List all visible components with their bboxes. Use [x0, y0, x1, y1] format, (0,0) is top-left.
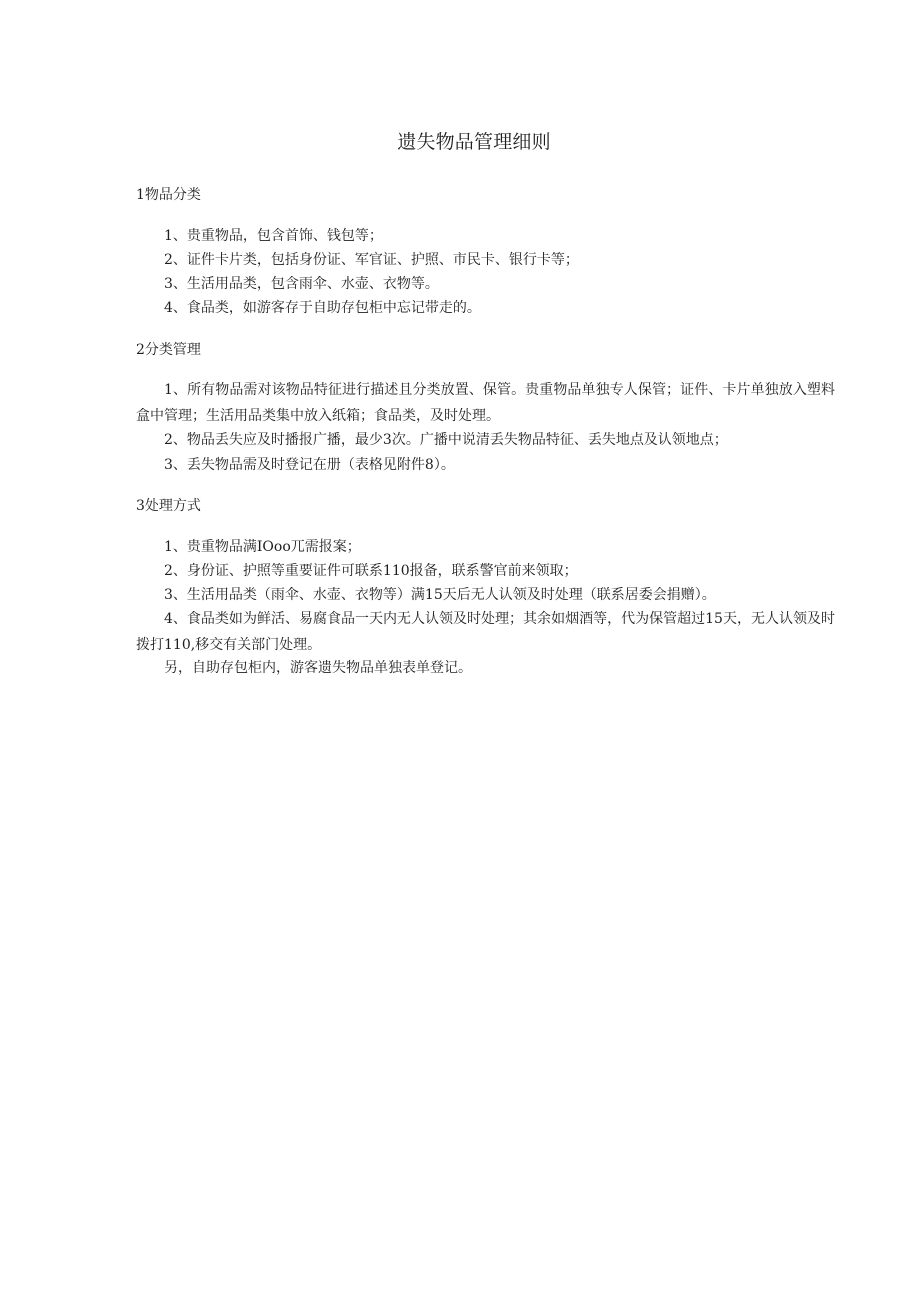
list-item: 3、生活用品类（雨伞、水壶、衣物等）满15天后无人认领及时处理（联系居委会捐赠）。	[164, 587, 716, 603]
list-item: 2、物品丢失应及时播报广播，最少3次。广播中说清丢失物品特征、丢失地点及认领地点；	[164, 432, 728, 448]
closing-note: 另，自助存包柜内，游客遗失物品单独表单登记。	[164, 660, 472, 676]
section-heading-classification: 1物品分类	[136, 187, 201, 203]
list-item: 1、所有物品需对该物品特征进行描述且分类放置、保管。贵重物品单独专人保管；证件、卡片单独放入塑料盒中管理；生活用品类集中放入纸箱；食品类，及时处理。	[136, 382, 835, 424]
list-item: 4、食品类，如游客存于自助存包柜中忘记带走的。	[164, 300, 481, 316]
section-heading-handling: 3处理方式	[136, 498, 201, 514]
section-heading-management: 2分类管理	[136, 342, 201, 358]
document-title: 遗失物品管理细则	[397, 131, 551, 153]
list-item: 2、证件卡片类，包括身份证、军官证、护照、市民卡、银行卡等；	[164, 252, 579, 268]
list-item: 4、食品类如为鲜活、易腐食品一天内无人认领及时处理；其余如烟酒等，代为保管超过15天，无人认领及时拨打110,移交有关部门处理。	[136, 611, 835, 653]
list-item: 3、丢失物品需及时登记在册（表格见附件8）。	[164, 457, 455, 473]
list-item: 3、生活用品类，包含雨伞、水壶、衣物等。	[164, 276, 439, 292]
list-item: 1、贵重物品满IOoo兀需报案；	[164, 539, 361, 555]
list-item: 1、贵重物品，包含首饰、钱包等；	[164, 228, 383, 244]
list-item: 2、身份证、护照等重要证件可联系110报备，联系警官前来领取；	[164, 563, 578, 579]
